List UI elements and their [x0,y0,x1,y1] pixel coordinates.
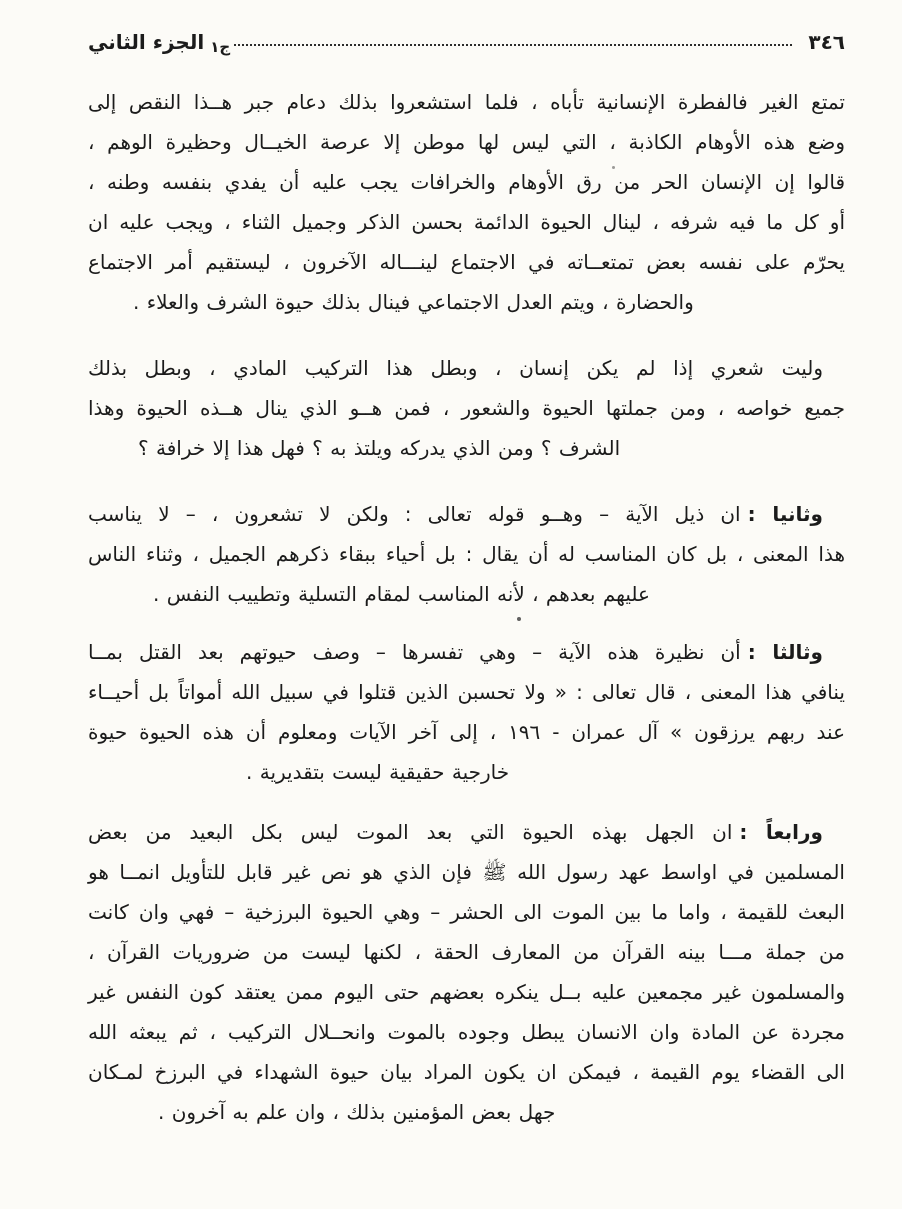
text-line: يحرّم على نفسه بعض تمتعــاته في الاجتماع لينـــاله الآخرون ، ليستقيم أمر الاجتماع [88,250,845,274]
text-line: الى القضاء يوم القيمة ، فيمكن ان يكون المراد بيان حيوة الشهداء في البرزخ لمـكان [88,1060,845,1084]
paragraph-5-fourthly [88,812,845,1132]
text-line: وضع هذه الأوهام الكاذبة ، التي ليس لها موطن إلا عرصة الخيــال وحظيرة الوهم ، [88,130,845,154]
text-line: والمسلمون غير مجمعين عليه بــل ينكره بعضهم حتى اليوم ممن يعتقد كون النفس غير [88,980,845,1004]
text-line: ان الجهل بهذه الحيوة التي بعد الموت ليس بكل البعيد من بعض [88,820,733,844]
paragraph-3-secondly [88,494,845,614]
text-line: جهل بعض المؤمنين بذلك ، وان علم به آخرون . [158,1100,556,1124]
paragraph-2 [88,348,845,468]
paragraph-4-thirdly [88,632,845,792]
text-line: قالوا إن الإنسان الحر من رق الأوهام والخرافات يجب عليه أن يفدي بنفسه وطنه ، [88,170,845,194]
volume-prefix: ج١ [210,38,231,56]
text-line: من جملة مـــا بينه القرآن من المعارف الحقة ، لكنها ليست من ضروريات القرآن ، [88,940,845,964]
text-line: أن نظيرة هذه الآية – وهي تفسرها – وصف حيوتهم بعد القتل بمــا [88,640,741,664]
text-line: عليهم بعدهم ، لأنه المناسب لمقام التسلية وتطييب النفس . [153,582,650,606]
text-line [88,812,845,852]
page-number: ٣٤٦ [808,30,845,54]
text-line: مجردة عن المادة وان الانسان يبطل وجوده بالموت وانحــلال التركيب ، ثم يبعثه الله [88,1020,845,1044]
text-line: عند ربهم يرزقون » آل عمران - ١٩٦ ، إلى آخر الآيات ومعلوم أن هذه الحيوة حيوة [88,720,845,744]
text-line [88,494,845,534]
volume-title: الجزء الثاني [88,30,205,54]
paragraph-lead-word: وثالثا : [747,640,823,664]
header-dotted-rule [234,44,792,46]
page-body [88,82,845,1132]
text-line [88,632,845,672]
text-line: تمتع الغير فالفطرة الإنسانية تأباه ، فلما استشعروا بذلك دعام جبر هــذا النقص إلى [88,90,845,114]
text-line: الشرف ؟ ومن الذي يدركه ويلتذ به ؟ فهل هذا إلا خرافة ؟ [138,436,621,460]
scan-speck [612,166,615,169]
text-line: البعث للقيمة ، واما ما بين الموت الى الحشر – وهي الحيوة البرزخية – فهي وان كانت [88,900,845,924]
text-line: أو كل ما فيه شرفه ، لينال الحيوة الدائمة بحسن الذكر وجميل الثناء ، ويجب عليه ان [88,210,845,234]
text-line: ان ذيل الآية – وهــو قوله تعالى : ولكن لا تشعرون ، – لا يناسب [88,502,741,526]
text-line: والحضارة ، ويتم العدل الاجتماعي فينال بذلك حيوة الشرف والعلاء . [133,290,694,314]
scan-speck [517,617,521,621]
paragraph-1 [88,82,845,322]
paragraph-lead-word: وثانيا : [747,502,823,526]
volume-label [88,30,230,54]
paragraph-lead-word: ورابعاً : [739,820,823,844]
page-header [88,24,845,60]
text-line: خارجية حقيقية ليست بتقديرية . [246,760,510,784]
text-line: هذا المعنى ، بل كان المناسب له أن يقال : بل أحياء ببقاء ذكرهم الجميل ، وثناء الناس [88,542,845,566]
text-line: جميع خواصه ، ومن جملتها الحيوة والشعور ، فمن هــو الذي ينال هــذه الحيوة وهذا [88,396,845,420]
text-line: وليت شعري إذا لم يكن إنسان ، وبطل هذا التركيب المادي ، وبطل بذلك [88,356,823,380]
text-line: ينافي هذا المعنى ، قال تعالى : « ولا تحسبن الذين قتلوا في سبيل الله أمواتاً بل أحيــاء [88,680,845,704]
text-line: المسلمين في اواسط عهد رسول الله ﷺ فإن الذي هو نص غير قابل للتأويل انمــا هو [88,860,845,884]
